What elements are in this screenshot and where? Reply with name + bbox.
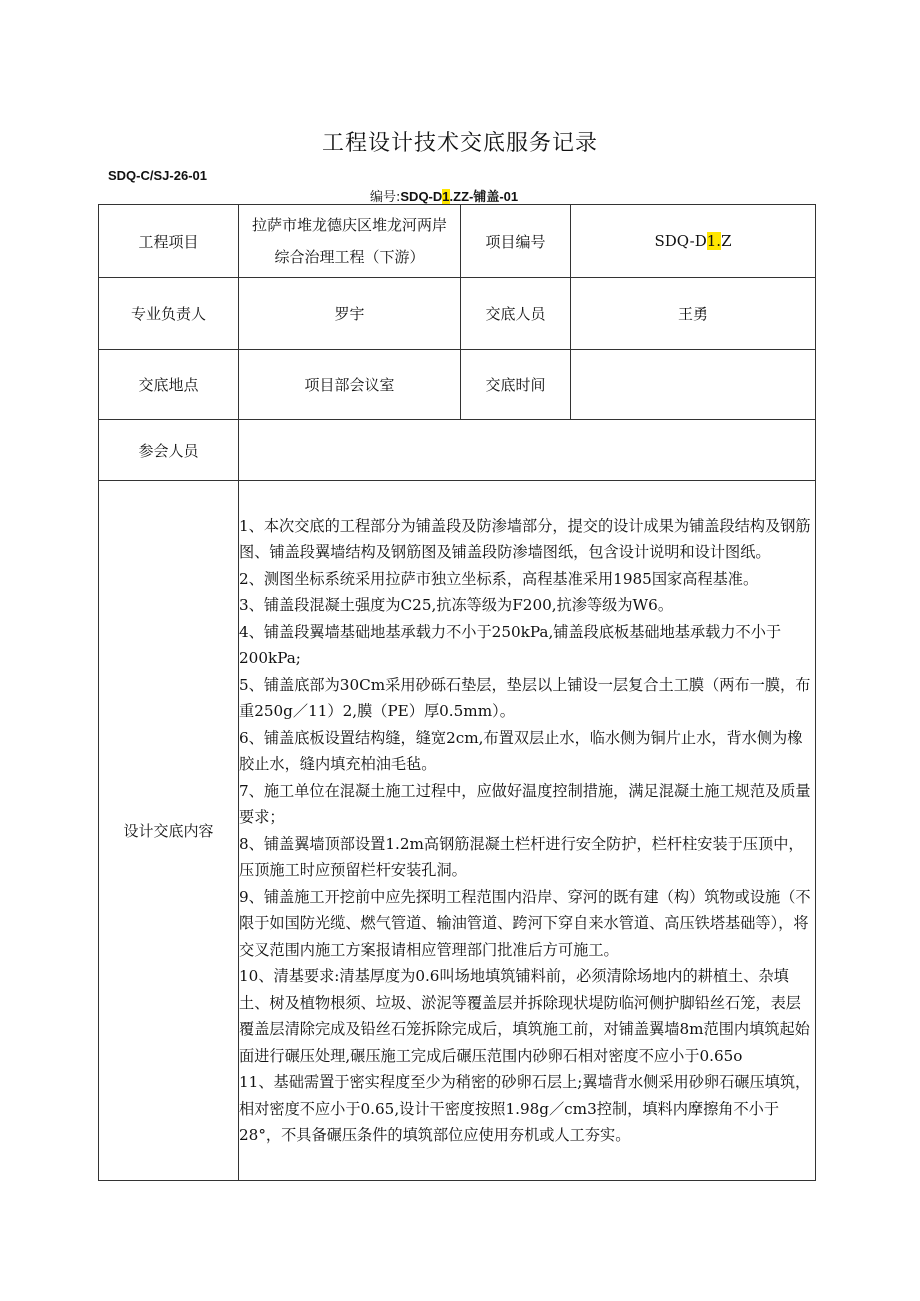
project-value-line1: 拉萨市堆龙德庆区堆龙河两岸 — [251, 216, 447, 234]
time-label: 交底时间 — [461, 350, 571, 420]
disclosure-record-table — [98, 204, 816, 1181]
content-item-7: 7、施工单位在混凝土施工过程中，应做好温度控制措施，满足混凝土施工规范及质量要求； — [239, 781, 811, 826]
content-item-6: 6、铺盖底板设置结构缝，缝宽2cm,布置双层止水，临水侧为铜片止水，背水侧为橡胶止水，缝内填充柏油毛毡。 — [239, 728, 803, 773]
row-project — [99, 205, 816, 278]
project-no-value — [571, 205, 816, 278]
project-value — [239, 205, 461, 278]
serial-highlight: 1 — [442, 189, 450, 204]
content-body — [239, 481, 816, 1181]
project-no-highlight: 1. — [706, 232, 722, 250]
content-item-3: 3、铺盖段混凝土强度为C25,抗冻等级为F200,抗渗等级为W6。 — [239, 596, 674, 614]
lead-label: 专业负责人 — [99, 278, 239, 350]
row-attendees — [99, 420, 816, 481]
content-item-11: 11、基础需置于密实程度至少为稍密的砂卵石层上;翼墙背水侧采用砂卵石碾压填筑，相对密度不应小于0.65,设计干密度按照1.98g／cm3控制，填料内摩擦角不小于28°，不具备碾压条件的填筑部位应使用夯机或人工夯实。 — [239, 1073, 811, 1144]
document-title: 工程设计技术交底服务记录 — [321, 131, 598, 156]
row-location — [99, 350, 816, 420]
content-item-4: 4、铺盖段翼墙基础地基承载力不小于250kPa,铺盖段底板基础地基承载力不小于200kPa; — [239, 622, 782, 667]
attendees-value — [239, 420, 816, 481]
presenter-value: 王勇 — [571, 278, 816, 350]
project-no-label: 项目编号 — [461, 205, 571, 278]
attendees-label: 参会人员 — [99, 420, 239, 481]
row-content — [99, 481, 816, 1181]
serial-label: 编号: — [370, 190, 401, 205]
form-code: SDQ-C/SJ-26-01 — [108, 168, 207, 183]
content-label: 设计交底内容 — [99, 481, 239, 1181]
project-no-prefix: SDQ-D — [654, 232, 707, 250]
content-item-1: 1、本次交底的工程部分为铺盖段及防渗墙部分，提交的设计成果为铺盖段结构及钢筋图、铺盖段翼墙结构及钢筋图及铺盖段防渗墙图纸，包含设计说明和设计图纸。 — [239, 516, 811, 561]
content-item-2: 2、测图坐标系统采用拉萨市独立坐标系，高程基准采用1985国家高程基准。 — [239, 569, 759, 588]
serial-number — [370, 186, 518, 205]
presenter-label: 交底人员 — [461, 278, 571, 350]
serial-suffix: .ZZ-铺盖-01 — [449, 189, 519, 204]
location-label: 交底地点 — [99, 350, 239, 420]
content-item-5: 5、铺盖底部为30Cm采用砂砾石垫层，垫层以上铺设一层复合土工膜（两布一膜，布重250g／11）2,膜（PE）厚0.5mm）。 — [239, 675, 811, 720]
row-lead — [99, 278, 816, 350]
lead-value: 罗宇 — [239, 278, 461, 350]
project-label: 工程项目 — [99, 205, 239, 278]
content-item-9: 9、铺盖施工开挖前中应先探明工程范围内沿岸、穿河的既有建（构）筑物或设施（不限于如国防光缆、燃气管道、输油管道、跨河下穿自来水管道、高压铁塔基础等），将交叉范围内施工方案报请相应管理部门批准后方可施工。 — [239, 887, 811, 959]
content-item-8: 8、铺盖翼墙顶部设置1.2m高钢筋混凝土栏杆进行安全防护，栏杆柱安装于压顶中，压顶施工时应预留栏杆安装孔洞。 — [239, 834, 804, 879]
time-value — [571, 350, 816, 420]
location-value: 项目部会议室 — [239, 350, 461, 420]
serial-prefix: SDQ-D — [400, 189, 443, 204]
content-item-10: 10、清基要求:清基厚度为0.6叫场地填筑铺料前，必须清除场地内的耕植土、杂填土、树及植物根须、垃圾、淤泥等覆盖层并拆除现状堤防临河侧护脚铅丝石笼，表层覆盖层清除完成及铅丝石笼拆除完成后，填筑施工前，对铺盖翼墙8m范围内填筑起始面进行碾压处理,碾压施工完成后碾压范围内砂卵石相对密度不应小于0.65o — [239, 967, 810, 1065]
project-value-line2: 综合治理工程（下游） — [274, 248, 425, 266]
project-no-suffix: Z — [721, 232, 732, 250]
